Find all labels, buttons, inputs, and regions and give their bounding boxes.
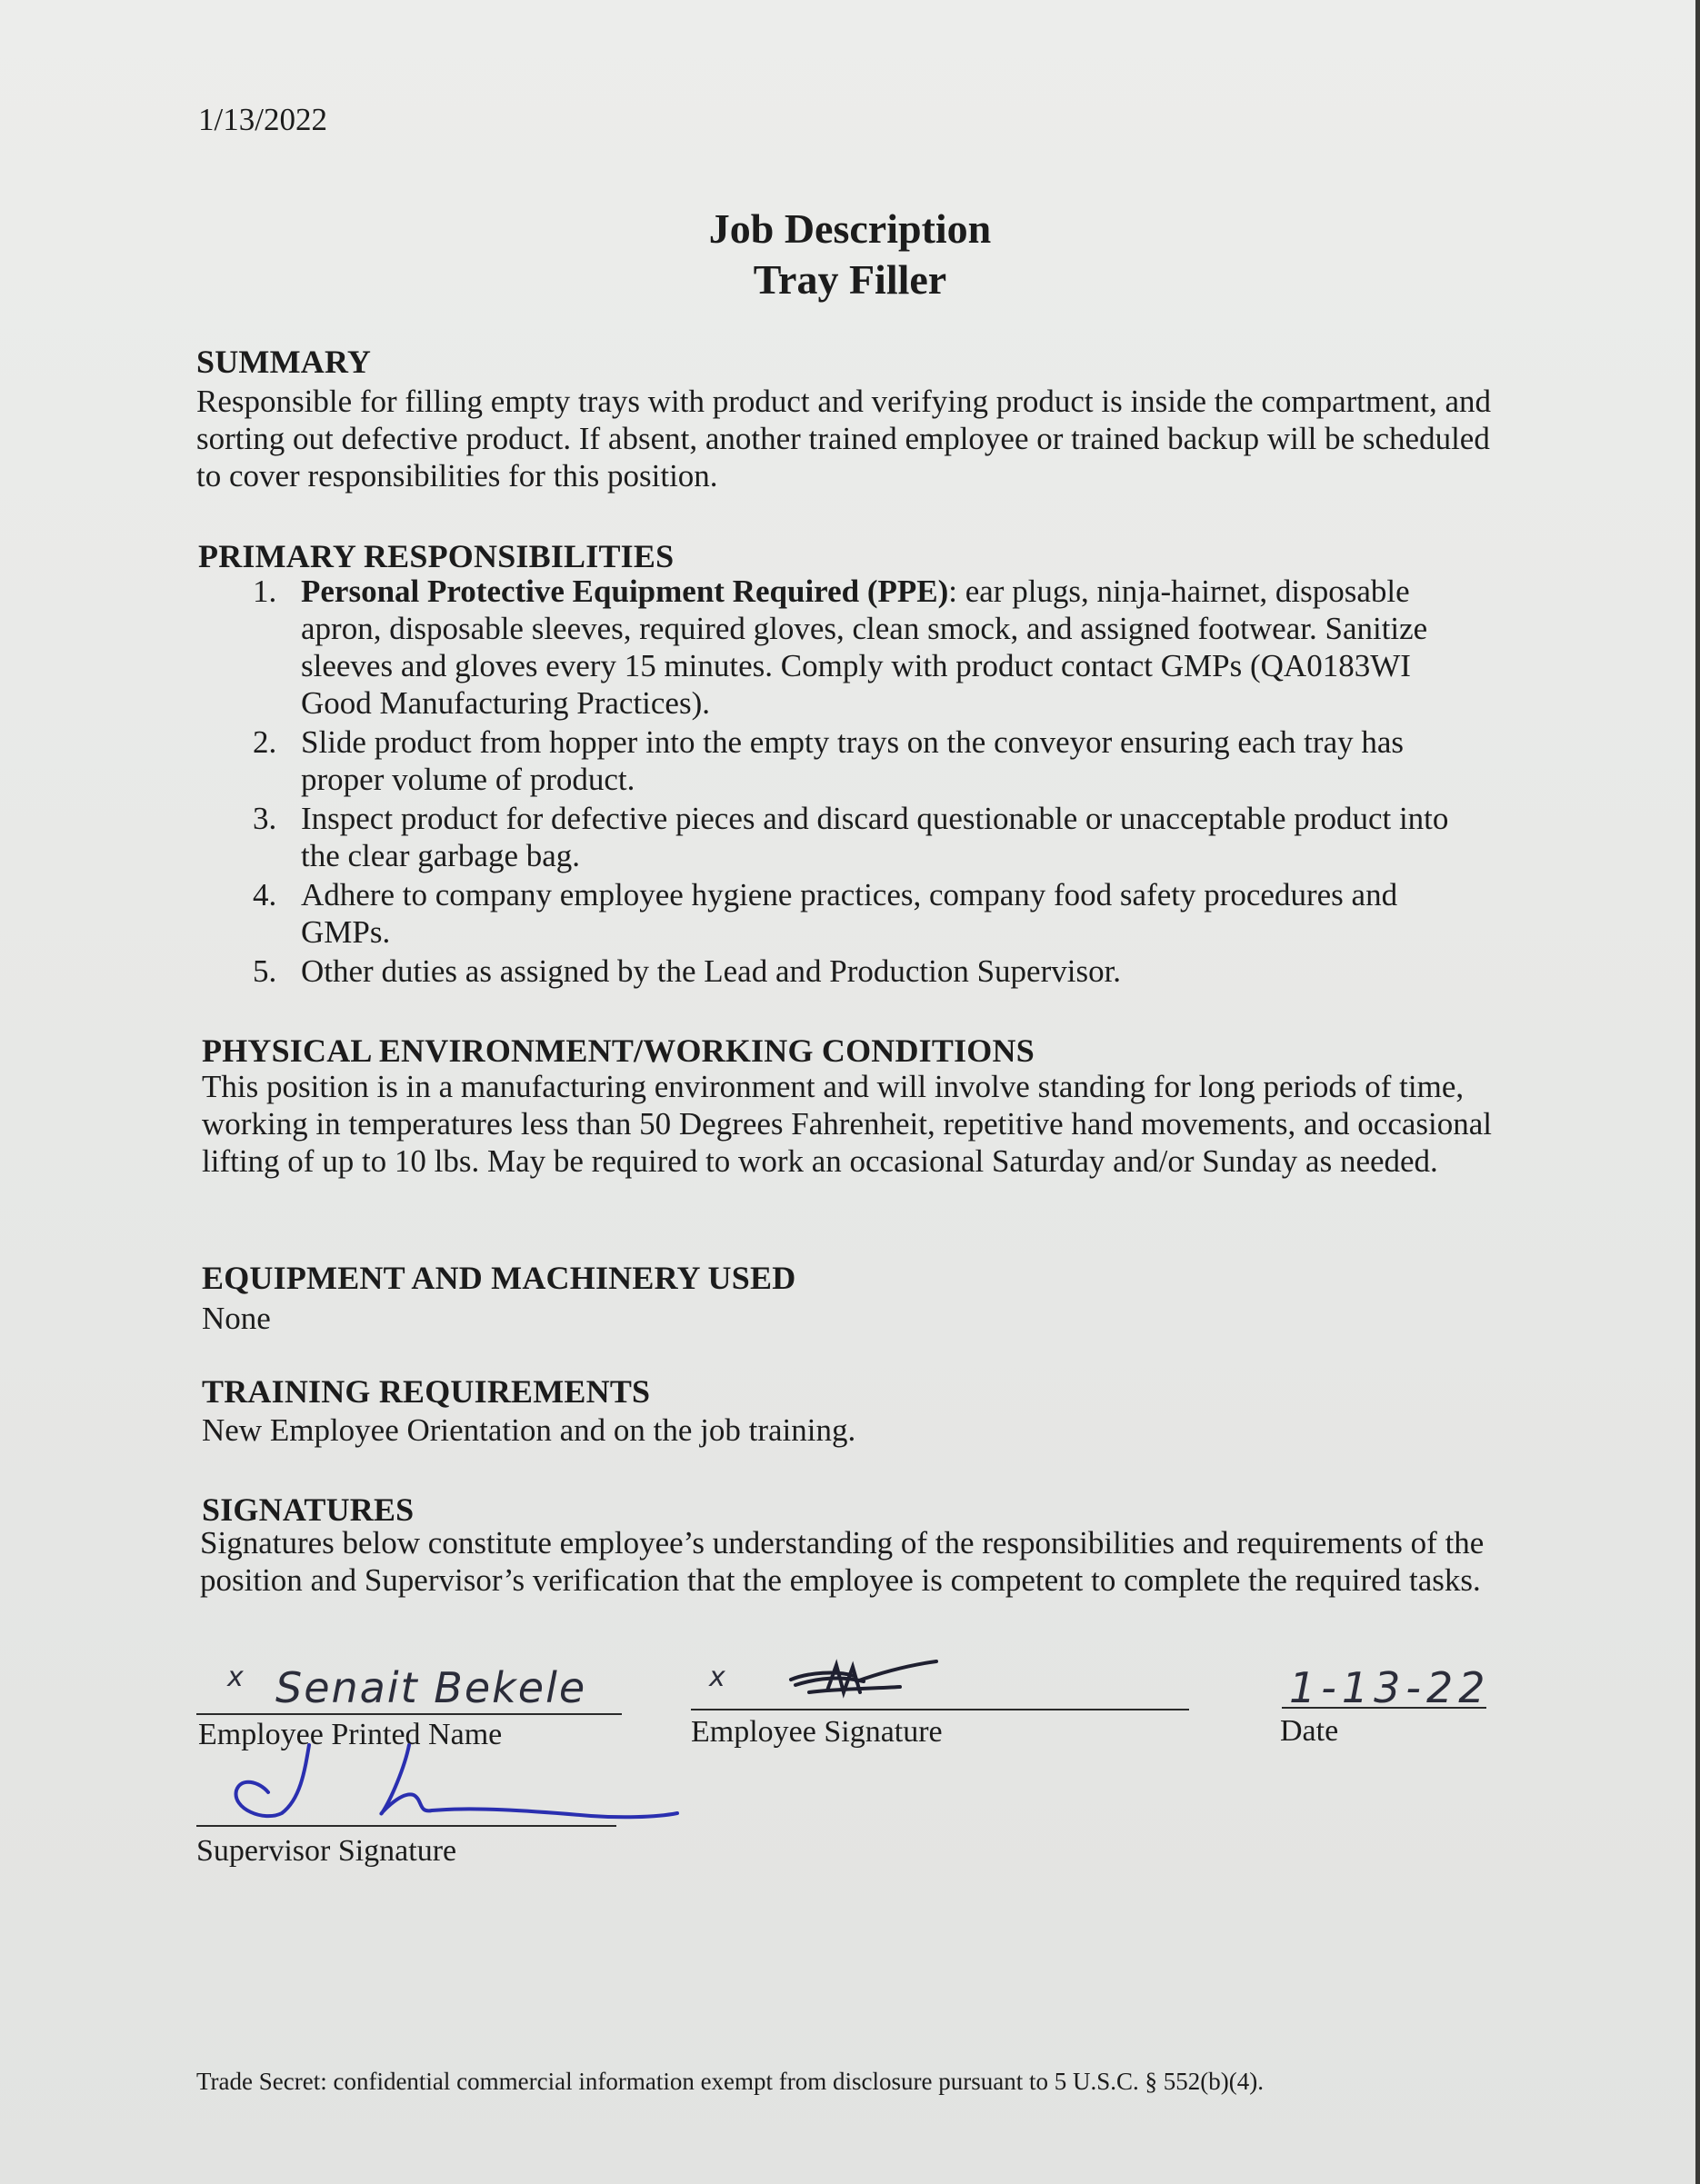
signatures-text: Signatures below constitute employee’s understanding of the responsibilities and requirements of the position and Supervisor’s verification that the employee is competent to complete the required tasks. [200,1525,1485,1598]
ppe-label: Personal Protective Equipment Required (PPE) [301,573,949,609]
responsibility-text: Inspect product for defective pieces and discard questionable or unacceptable product into the clear garbage bag. [301,801,1449,873]
list-number: 2. [253,724,277,760]
document-title: Job Description [708,205,992,252]
supervisor-signature-label: Supervisor Signature [196,1834,457,1868]
employee-signature-scribble [773,1645,955,1718]
responsibility-text: Adhere to company employee hygiene practices, company food safety procedures and GMPs. [301,877,1398,950]
responsibility-text: : ear plugs, ninja-hairnet, disposable apron, disposable sleeves, required gloves, clean smock, and assigned footwear. Sanitize sleeves and gloves every 15 minutes. Comply with product contact GMPs (QA0183WI Good Manufacturing Practices). [301,573,1428,721]
training-heading: TRAINING REQUIREMENTS [202,1373,651,1410]
list-number: 1. [253,573,277,609]
responsibility-item [253,723,1485,798]
responsibility-item [253,952,1485,990]
signatures-heading: SIGNATURES [202,1491,415,1528]
equipment-heading: EQUIPMENT AND MACHINERY USED [202,1260,796,1296]
responsibility-item [253,573,1485,722]
printed-name-mark: x [227,1661,245,1693]
document-subtitle: Tray Filler [753,256,947,303]
supervisor-signature-scribble [218,1727,691,1845]
summary-text: Responsible for filling empty trays with product and verifying product is inside the compartment, and sorting out defective product. If absent, another trained employee or trained backup will be scheduled to cover responsibilities for this position. [196,384,1492,494]
responsibility-text: Slide product from hopper into the empty trays on the conveyor ensuring each tray has proper volume of product. [301,724,1405,797]
document-date: 1/13/2022 [198,102,327,137]
employee-printed-name-value: Senait Bekele [275,1663,587,1712]
employee-printed-name-label: Employee Printed Name [198,1718,503,1751]
summary-heading: SUMMARY [196,344,372,380]
responsibility-item [253,800,1485,874]
equipment-text: None [202,1301,271,1336]
signature-date-value: 1-13-22 [1289,1663,1491,1712]
physical-environment-text: This position is in a manufacturing environment and will involve standing for long periods of time, working in temperatures less than 50 Degrees Fahrenheit, repetitive hand movements, and occasional lifting of up to 10 lbs. May be required to work an occasional Saturday and/or Sunday as needed. [202,1069,1493,1179]
employee-signature-mark: x [709,1661,727,1693]
list-number: 5. [253,953,277,989]
employee-signature-label: Employee Signature [691,1715,943,1749]
list-number: 4. [253,877,277,912]
date-label: Date [1280,1714,1339,1748]
primary-responsibilities-heading: PRIMARY RESPONSIBILITIES [198,538,675,574]
training-text: New Employee Orientation and on the job training. [202,1412,856,1448]
physical-environment-heading: PHYSICAL ENVIRONMENT/WORKING CONDITIONS [202,1032,1035,1069]
supervisor-signature-line [196,1825,616,1827]
responsibility-item [253,876,1485,951]
responsibility-text: Other duties as assigned by the Lead and Production Supervisor. [301,953,1122,989]
employee-signature-line [691,1709,1189,1710]
printed-name-line [196,1713,622,1715]
trade-secret-footer: Trade Secret: confidential commercial information exempt from disclosure pursuant to 5 U.S.C. § 552(b)(4). [196,2068,1264,2095]
responsibilities-list [253,573,1485,992]
list-number: 3. [253,801,277,836]
date-line [1282,1707,1486,1709]
